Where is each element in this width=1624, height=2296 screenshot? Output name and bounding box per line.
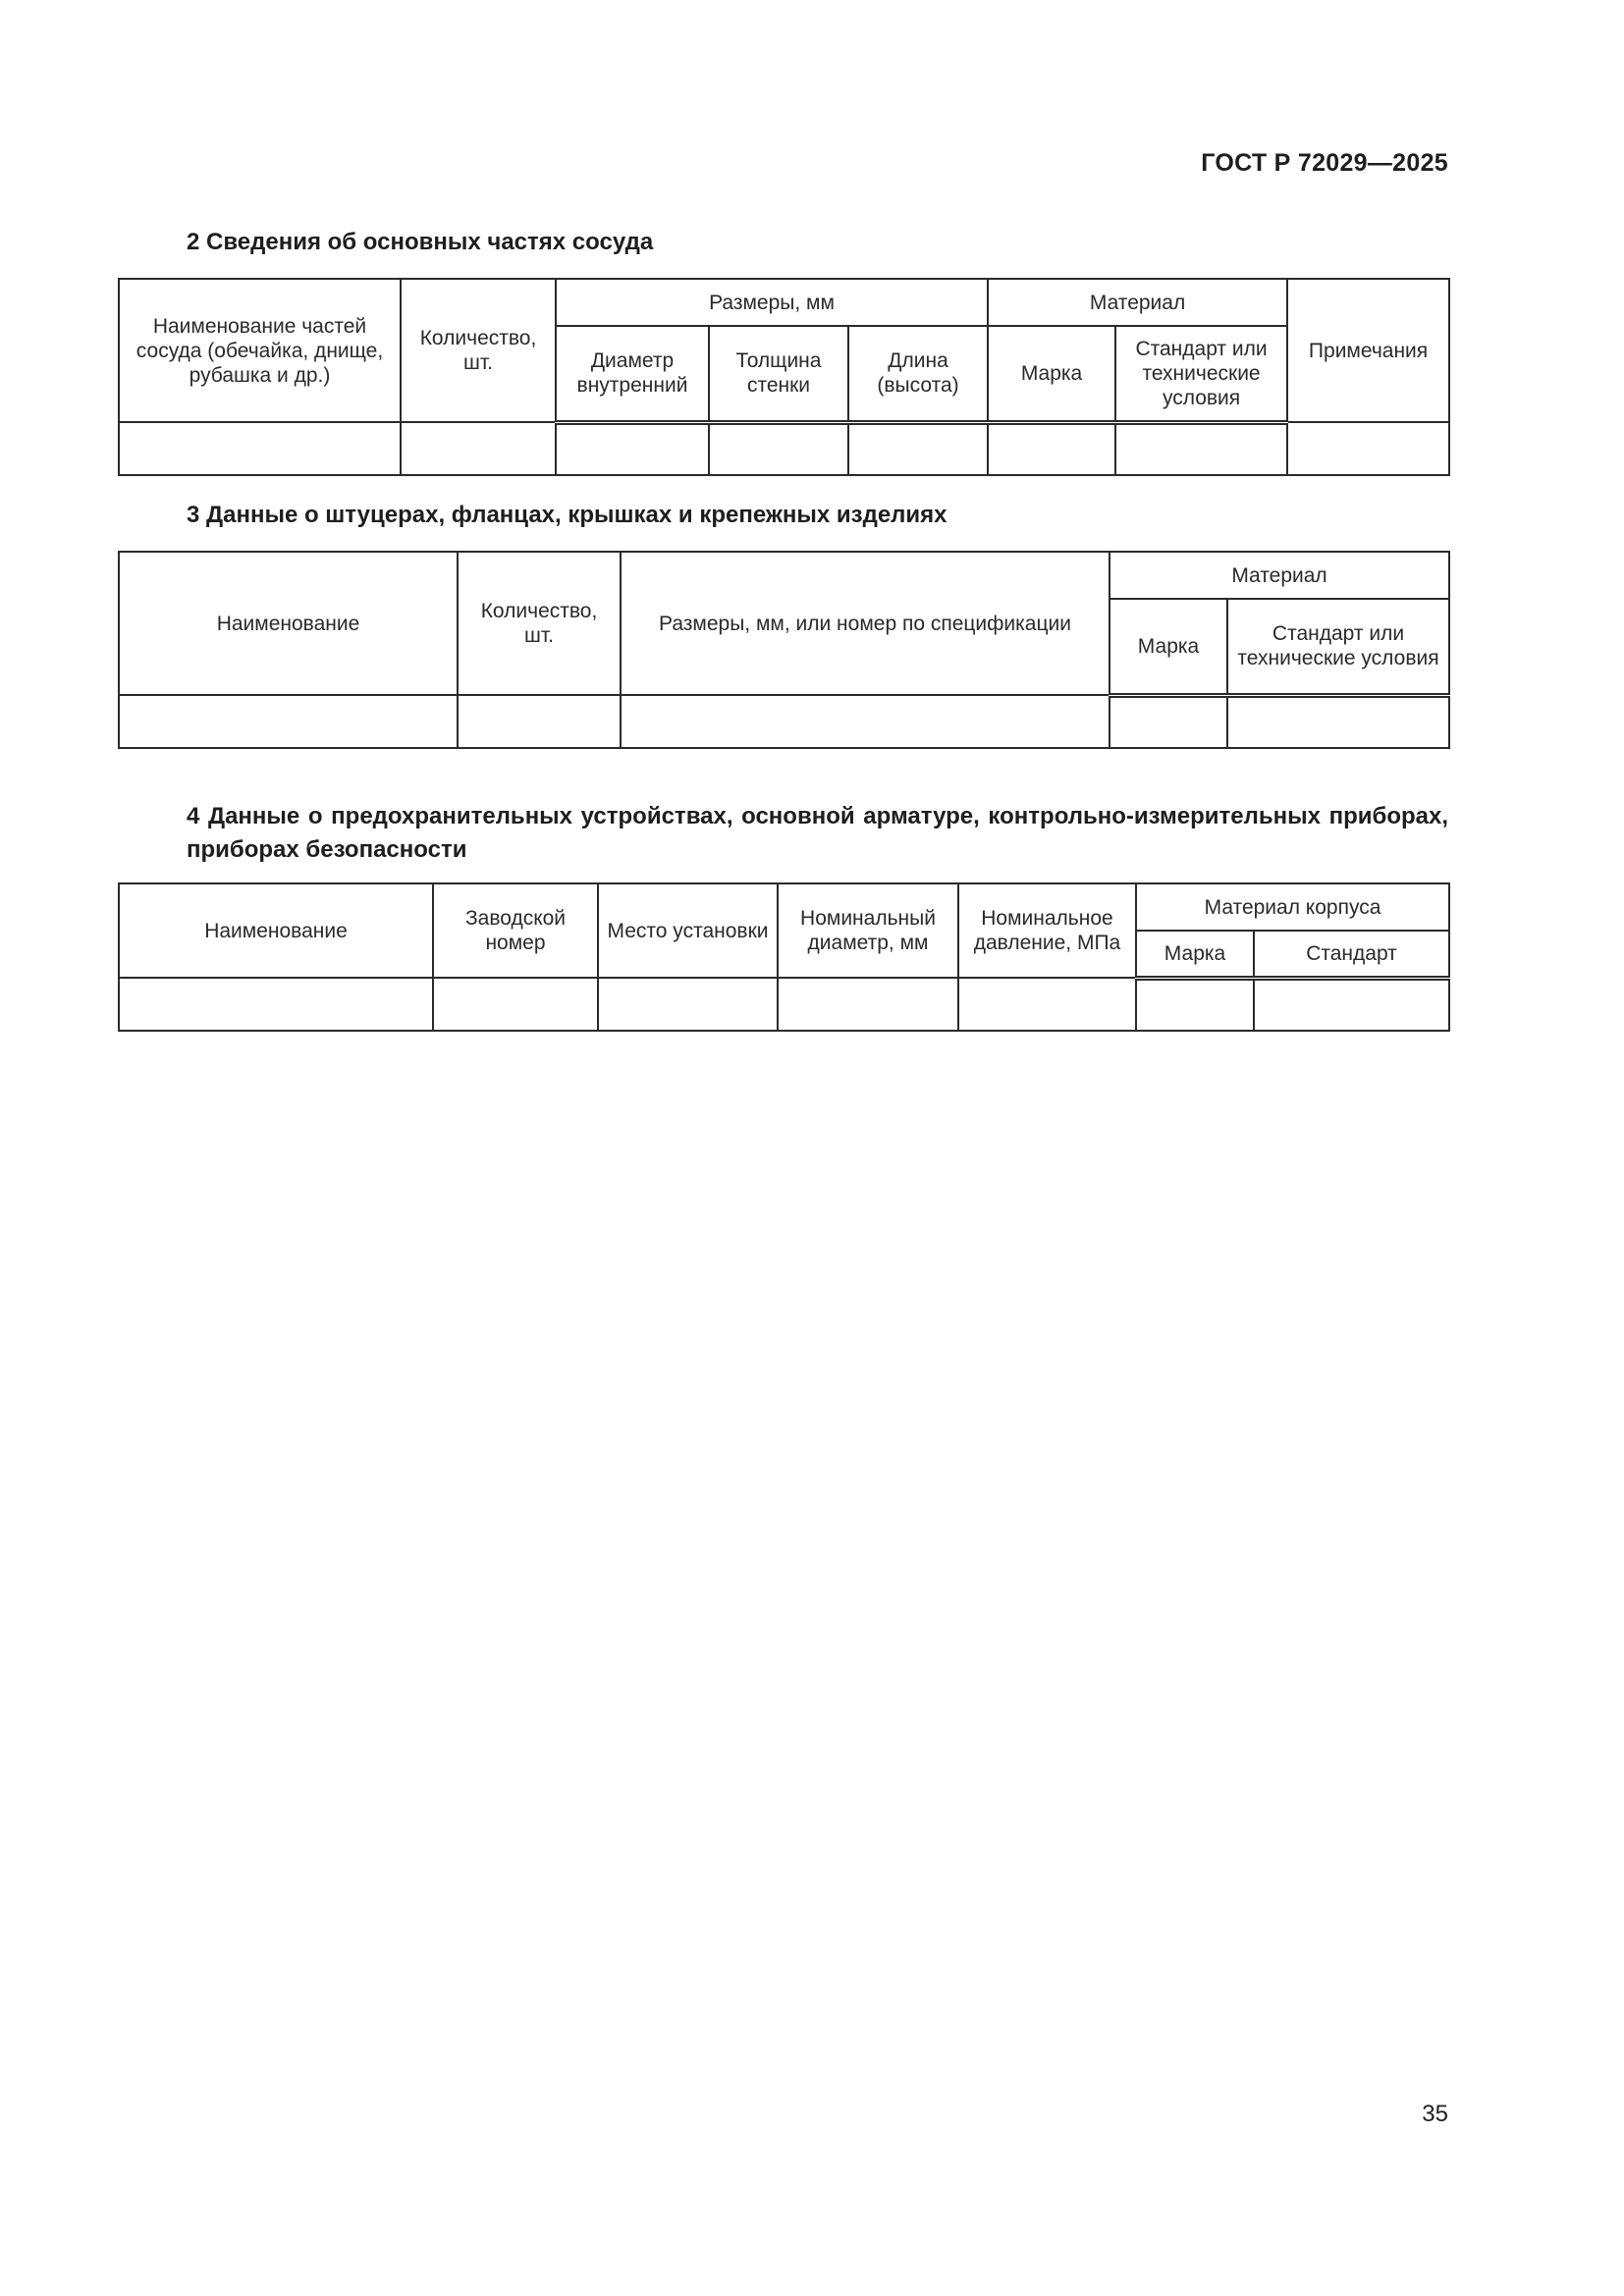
header-standard: Стандарт или технические условия (1227, 599, 1449, 695)
header-standard: Стандарт или технические условия (1115, 326, 1287, 422)
header-name: Наименование (119, 883, 433, 978)
header-dimensions: Размеры, мм (556, 279, 988, 326)
table-row (119, 422, 1449, 475)
header-location: Место установки (598, 883, 778, 978)
header-material: Материал (1110, 552, 1449, 599)
header-diameter: Диаметр внутренний (556, 326, 709, 422)
table-cell (778, 978, 958, 1031)
header-notes: Примечания (1287, 279, 1449, 422)
header-name: Наименование (119, 552, 458, 695)
page-number: 35 (1422, 2101, 1448, 2127)
table-row (119, 695, 1449, 748)
table-cell (598, 978, 778, 1031)
header-grade: Марка (988, 326, 1115, 422)
table-cell (621, 695, 1110, 748)
header-grade: Марка (1136, 931, 1254, 978)
table-cell (848, 422, 988, 475)
table-cell (458, 695, 621, 748)
header-serial: Заводской номер (433, 883, 598, 978)
table-cell (958, 978, 1136, 1031)
header-grade: Марка (1110, 599, 1227, 695)
header-length: Длина (высота) (848, 326, 988, 422)
table-cell (1254, 978, 1449, 1031)
table-cell (119, 422, 401, 475)
header-quantity: Количество, шт. (458, 552, 621, 695)
table-cell (1287, 422, 1449, 475)
table-cell (988, 422, 1115, 475)
table-cell (119, 695, 458, 748)
header-dimensions: Размеры, мм, или номер по спецификации (621, 552, 1110, 695)
document-code: ГОСТ Р 72029—2025 (1201, 149, 1448, 177)
table-cell (401, 422, 556, 475)
header-body-material: Материал корпуса (1136, 883, 1449, 931)
vessel-parts-table (118, 278, 1450, 476)
table-cell (1110, 695, 1227, 748)
header-material: Материал (988, 279, 1287, 326)
table-cell (1136, 978, 1254, 1031)
header-standard: Стандарт (1254, 931, 1449, 978)
section-3-title: 3 Данные о штуцерах, фланцах, крышках и крепежных изделиях (187, 502, 947, 528)
header-quantity: Количество, шт. (401, 279, 556, 422)
safety-devices-table (118, 882, 1450, 1032)
table-cell (709, 422, 848, 475)
table-row (119, 978, 1449, 1031)
section-4-title: 4 Данные о предохранительных устройствах, основной арматуре, контрольно-измерительных приборах, приборах безопасности (187, 803, 1448, 863)
section-2-title: 2 Сведения об основных частях сосуда (187, 229, 654, 255)
table-cell (433, 978, 598, 1031)
header-pressure: Номинальное давление, МПа (958, 883, 1136, 978)
table-cell (119, 978, 433, 1031)
table-cell (556, 422, 709, 475)
table-cell (1115, 422, 1287, 475)
header-thickness: Толщина стенки (709, 326, 848, 422)
header-diameter: Номинальный диаметр, мм (778, 883, 958, 978)
fittings-table (118, 551, 1450, 749)
header-part-name: Наименование частей сосуда (обечайка, днище, рубашка и др.) (119, 279, 401, 422)
table-cell (1227, 695, 1449, 748)
